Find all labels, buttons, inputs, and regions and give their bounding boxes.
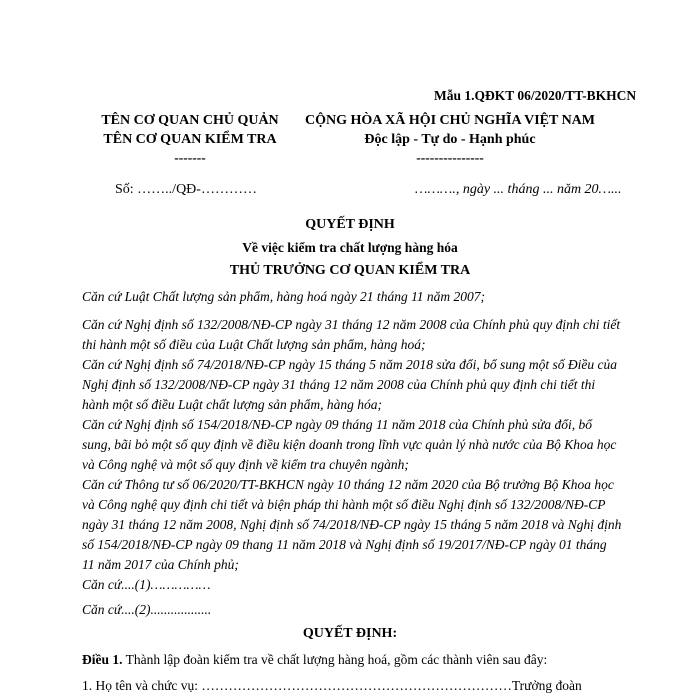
legal-basis-1: Căn cứ Luật Chất lượng sản phẩm, hàng hoá ngày 21 tháng 11 năm 2007; xyxy=(82,289,486,304)
header-left-divider: ------- xyxy=(174,150,206,165)
article-1-text: Thành lập đoàn kiểm tra về chất lượng hàng hoá, gồm các thành viên sau đây: xyxy=(122,652,548,667)
decision-number: Số: ……../QĐ-………… xyxy=(115,182,257,197)
decision-heading: QUYẾT ĐỊNH: xyxy=(302,626,398,641)
national-motto: Độc lập - Tự do - Hạnh phúc xyxy=(364,132,536,147)
legal-basis-2: Căn cứ Nghị định số 132/2008/NĐ-CP ngày 31 tháng 12 năm 2008 của Chính phủ quy định chi tiết thi hành một số điều của Luật Chất lượng sản phẩm, hàng hoá; xyxy=(82,317,621,352)
national-title: CỘNG HÒA XÃ HỘI CHỦ NGHĨA VIỆT NAM xyxy=(304,113,595,128)
member-line-1: 1. Họ tên và chức vụ: ……………………………………………………………Trưởng đoàn xyxy=(82,678,582,693)
legal-basis-7: Căn cứ....(2).................. xyxy=(82,602,212,617)
legal-basis-4: Căn cứ Nghị định số 154/2018/NĐ-CP ngày 09 tháng 11 năm 2018 của Chính phủ sửa đổi, bổ sung, bãi bỏ một số quy định về điều kiện doanh trong lĩnh vực quản lý nhà nước của Bộ Khoa học và Công nghệ và một số quy định về kiểm tra chuyên ngành; xyxy=(82,417,617,472)
legal-basis-5: Căn cứ Thông tư số 06/2020/TT-BKHCN ngày 10 tháng 12 năm 2020 của Bộ trưởng Bộ Khoa học và Công nghệ quy định chi tiết và biện pháp thi hành một số điều Nghị định số 132/2008/NĐ-CP ngày 31 tháng 12 năm 2008, Nghị định số 74/2018/NĐ-CP ngày 15 tháng 5 năm 2018 và Nghị định số 154/2018/NĐ-CP ngày 09 thang 11 năm 2018 và Nghị định số 19/2017/NĐ-CP ngày 01 tháng 11 năm 2017 của Chính phủ; xyxy=(82,477,622,572)
article-1 xyxy=(82,652,547,668)
parent-agency-name: TÊN CƠ QUAN CHỦ QUẢN xyxy=(101,113,279,128)
inspection-agency-name: TÊN CƠ QUAN KIỂM TRA xyxy=(103,132,277,147)
form-code: Mẫu 1.QĐKT 06/2020/TT-BKHCN xyxy=(434,88,637,103)
header-right-divider: --------------- xyxy=(416,150,484,165)
issuing-authority: THỦ TRƯỞNG CƠ QUAN KIỂM TRA xyxy=(229,263,471,278)
document-subject: Về việc kiểm tra chất lượng hàng hóa xyxy=(242,240,458,255)
place-date: ………., ngày ... tháng ... năm 20…... xyxy=(415,182,622,197)
legal-basis-6: Căn cứ....(1)…………… xyxy=(82,577,211,592)
document-title: QUYẾT ĐỊNH xyxy=(305,217,395,232)
article-1-label: Điều 1. xyxy=(82,652,123,667)
legal-basis-3: Căn cứ Nghị định số 74/2018/NĐ-CP ngày 15 tháng 5 năm 2018 sửa đổi, bổ sung một số Điều của Nghị định số 132/2008/NĐ-CP ngày 31 tháng 12 năm 2008 của Chính phủ quy định chi tiết thi hành một số điều Luật chất lượng sản phẩm, hàng hóa; xyxy=(82,357,617,412)
